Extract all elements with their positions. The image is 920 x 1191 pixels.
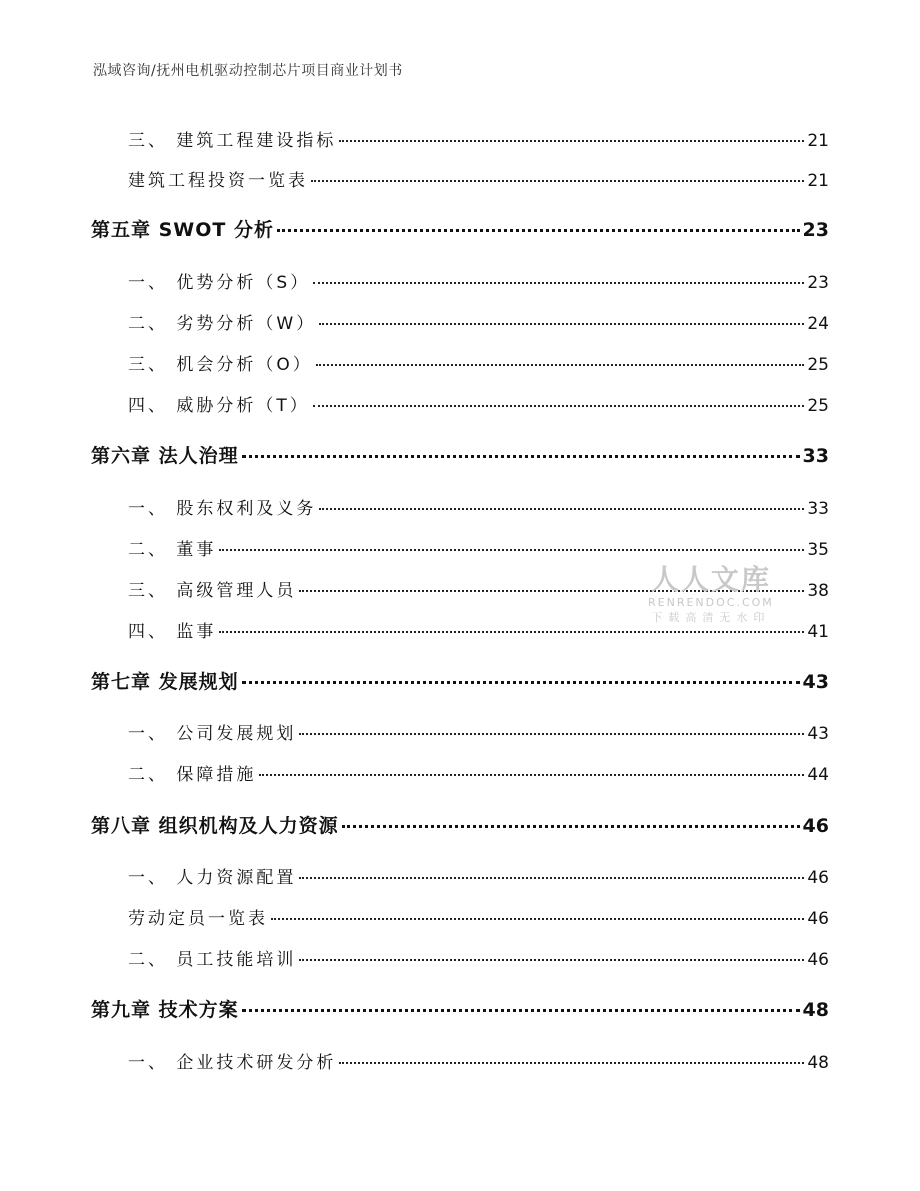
toc-entry-page: 24 bbox=[807, 314, 829, 334]
watermark-title: 人人文库 bbox=[650, 563, 771, 596]
dot-leader bbox=[339, 1062, 804, 1064]
dot-leader bbox=[311, 180, 804, 182]
toc-entry[interactable] bbox=[128, 166, 829, 191]
toc-entry[interactable] bbox=[128, 126, 829, 151]
toc-entry[interactable] bbox=[128, 309, 829, 334]
toc-entry-page: 46 bbox=[807, 950, 829, 970]
toc-entry-title: 一、 股东权利及义务 bbox=[128, 499, 317, 519]
dot-leader bbox=[339, 140, 804, 142]
dot-leader bbox=[271, 918, 804, 920]
toc-chapter[interactable] bbox=[91, 667, 829, 694]
toc-entry-title: 一、 人力资源配置 bbox=[128, 868, 297, 888]
running-header: 泓域咨询/抚州电机驱动控制芯片项目商业计划书 bbox=[93, 63, 403, 79]
toc-entry-title: 三、 高级管理人员 bbox=[128, 581, 297, 601]
toc-entry-page: 25 bbox=[807, 396, 829, 416]
toc-entry-page: 21 bbox=[807, 171, 829, 191]
toc-entry-page: 35 bbox=[807, 540, 829, 560]
toc-chapter-title: 第八章 组织机构及人力资源 bbox=[91, 815, 339, 837]
toc-entry-title: 劳动定员一览表 bbox=[128, 909, 268, 929]
toc-entry-title: 二、 劣势分析（W） bbox=[128, 314, 317, 334]
toc-entry-page: 43 bbox=[807, 724, 829, 744]
dot-leader bbox=[299, 877, 804, 879]
dot-leader bbox=[299, 733, 804, 735]
toc-entry[interactable] bbox=[128, 760, 829, 785]
dot-leader bbox=[242, 1009, 800, 1012]
dot-leader bbox=[316, 364, 805, 366]
toc-entry[interactable] bbox=[128, 945, 829, 970]
toc-entry-title: 一、 公司发展规划 bbox=[128, 724, 297, 744]
dot-leader bbox=[313, 405, 805, 407]
dot-leader bbox=[219, 631, 804, 633]
toc-chapter[interactable] bbox=[91, 441, 829, 468]
toc-chapter-title: 第七章 发展规划 bbox=[91, 671, 239, 693]
toc-entry-page: 48 bbox=[807, 1053, 829, 1073]
toc-entry-title: 一、 企业技术研发分析 bbox=[128, 1053, 337, 1073]
toc-entry-page: 23 bbox=[807, 273, 829, 293]
dot-leader bbox=[313, 282, 804, 284]
toc-entry[interactable] bbox=[128, 1048, 829, 1073]
dot-leader bbox=[259, 774, 804, 776]
toc-entry[interactable] bbox=[128, 535, 829, 560]
toc-chapter-title: 第六章 法人治理 bbox=[91, 445, 239, 467]
dot-leader bbox=[319, 323, 804, 325]
dot-leader bbox=[342, 825, 800, 828]
toc-entry-page: 46 bbox=[807, 868, 829, 888]
toc-chapter[interactable] bbox=[91, 215, 829, 242]
toc-entry-page: 21 bbox=[807, 131, 829, 151]
toc-entry-title: 二、 保障措施 bbox=[128, 765, 257, 785]
dot-leader bbox=[319, 508, 804, 510]
dot-leader bbox=[219, 549, 804, 551]
dot-leader bbox=[242, 681, 800, 684]
toc-entry-title: 建筑工程投资一览表 bbox=[128, 171, 308, 191]
toc-entry[interactable] bbox=[128, 350, 829, 375]
toc-chapter-page: 33 bbox=[802, 445, 829, 467]
toc-entry[interactable] bbox=[128, 863, 829, 888]
toc-entry-page: 25 bbox=[807, 355, 829, 375]
toc-entry[interactable] bbox=[128, 391, 829, 416]
toc-chapter-page: 23 bbox=[802, 219, 829, 241]
toc-entry-page: 41 bbox=[807, 622, 829, 642]
dot-leader bbox=[299, 959, 804, 961]
toc-entry-title: 二、 员工技能培训 bbox=[128, 950, 297, 970]
toc-entry[interactable] bbox=[128, 268, 829, 293]
toc-entry-title: 一、 优势分析（S） bbox=[128, 273, 311, 293]
toc-chapter-title: 第九章 技术方案 bbox=[91, 999, 239, 1021]
toc-entry[interactable] bbox=[128, 904, 829, 929]
toc-chapter-page: 46 bbox=[802, 815, 829, 837]
toc-entry-title: 三、 机会分析（O） bbox=[128, 355, 313, 375]
toc-chapter[interactable] bbox=[91, 995, 829, 1022]
toc-entry-title: 二、 董事 bbox=[128, 540, 217, 560]
toc-entry-page: 44 bbox=[807, 765, 829, 785]
dot-leader bbox=[277, 229, 800, 232]
toc-entry-title: 三、 建筑工程建设指标 bbox=[128, 131, 337, 151]
toc-entry[interactable] bbox=[128, 494, 829, 519]
toc-entry-title: 四、 监事 bbox=[128, 622, 217, 642]
watermark-url: RENRENDOC.COM bbox=[648, 596, 774, 609]
toc-chapter-title: 第五章 SWOT 分析 bbox=[91, 219, 274, 241]
toc-entry-page: 33 bbox=[807, 499, 829, 519]
watermark-subtitle: 下载高清无水印 bbox=[651, 611, 771, 624]
toc-entry-title: 四、 威胁分析（T） bbox=[128, 396, 310, 416]
watermark bbox=[648, 565, 774, 625]
toc-chapter[interactable] bbox=[91, 811, 829, 838]
toc-entry[interactable] bbox=[128, 719, 829, 744]
dot-leader bbox=[242, 455, 800, 458]
toc-chapter-page: 48 bbox=[802, 999, 829, 1021]
toc-entry-page: 38 bbox=[807, 581, 829, 601]
toc-chapter-page: 43 bbox=[802, 671, 829, 693]
toc-entry-page: 46 bbox=[807, 909, 829, 929]
